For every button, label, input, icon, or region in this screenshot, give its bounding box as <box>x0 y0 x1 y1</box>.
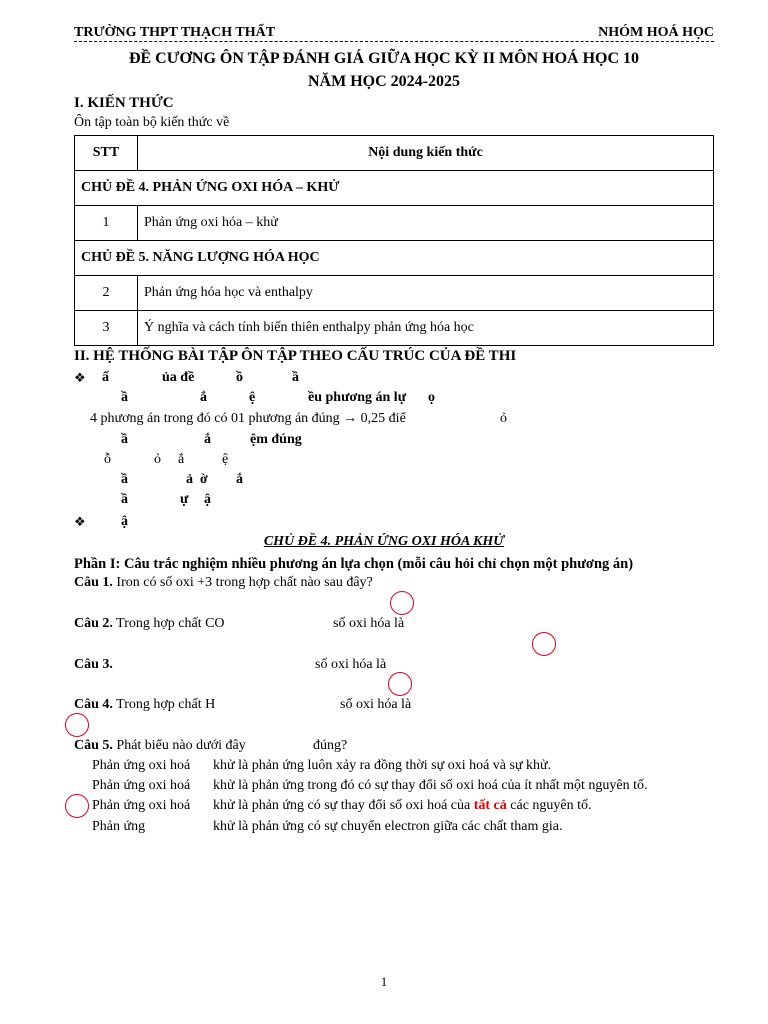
table-row <box>75 311 714 346</box>
question-3-tail: số oxi hóa là <box>315 657 387 672</box>
fragment: ắ <box>178 452 185 467</box>
section2-heading: II. HỆ THỐNG BÀI TẬP ÔN TẬP THEO CẤU TRÚC CỦA ĐỀ THI <box>74 348 517 364</box>
row3-stt: 3 <box>75 311 138 346</box>
header-divider <box>74 41 714 42</box>
fragment: ả <box>186 472 193 487</box>
red-circle-mark <box>65 794 89 818</box>
table-row <box>75 206 714 241</box>
score-line: 4 phương án trong đó có 01 phương án đúng → 0,25 điể <box>90 411 406 426</box>
fragment: ệ <box>249 390 256 405</box>
question-label: Câu 5. <box>74 738 113 753</box>
q5-option-b-left: Phản ứng oxi hoá <box>92 778 191 793</box>
col-stt: STT <box>75 136 138 171</box>
diamond-bullet-icon: ❖ <box>74 370 86 385</box>
fragment: ệm đúng <box>250 432 302 447</box>
fragment: ọ <box>428 390 435 405</box>
fragment: ồ <box>236 370 243 385</box>
page-number: 1 <box>380 974 388 989</box>
topic5-cell: CHỦ ĐỀ 5. NĂNG LƯỢNG HÓA HỌC <box>75 241 714 276</box>
fragment: ầ <box>121 432 128 447</box>
option-text: các nguyên tố. <box>510 798 592 813</box>
col-content: Nội dung kiến thức <box>138 136 714 171</box>
question-text: Iron có số oxi +3 trong hợp chất nào sau đây? <box>116 575 373 590</box>
fragment: ầ <box>121 390 128 405</box>
knowledge-table <box>74 135 714 346</box>
fragment: ệ <box>222 452 229 467</box>
q5-option-b-right: khử là phản ứng trong đó có sự thay đổi số oxi hoá của ít nhất một nguyên tố. <box>213 778 648 793</box>
highlight-text: tất cả <box>473 798 507 813</box>
q5-option-d-left: Phản ứng <box>92 819 146 834</box>
fragment: ấ <box>102 370 109 385</box>
fragment: ỏ <box>154 452 161 467</box>
fragment: ự <box>180 492 189 507</box>
topic4-cell: CHỦ ĐỀ 4. PHẢN ỨNG OXI HÓA – KHỬ <box>75 171 714 206</box>
fragment: ầ <box>292 370 299 385</box>
fragment: ậ <box>204 492 211 507</box>
question-label: Câu 1. <box>74 575 113 590</box>
question-label: Câu 2. <box>74 616 113 631</box>
red-circle-mark <box>388 672 412 696</box>
section1-intro: Ôn tập toàn bộ kiến thức về <box>74 115 230 130</box>
q5-option-a-right: khử là phản ứng luôn xảy ra đồng thời sự oxi hoá và sự khử. <box>213 758 552 773</box>
fragment: ờ <box>200 472 208 487</box>
table-topic-row <box>75 241 714 276</box>
fragment: ủa đề <box>162 370 195 385</box>
table-header-row <box>75 136 714 171</box>
red-circle-mark <box>532 632 556 656</box>
q5-option-d-right: khử là phản ứng có sự chuyển electron giữa các chất tham gia. <box>213 819 563 834</box>
section1-heading: I. KIẾN THỨC <box>74 95 174 111</box>
fragment: ắ <box>236 472 243 487</box>
q5-option-c-right <box>213 797 592 815</box>
doc-title-line2: NĂM HỌC 2024-2025 <box>308 73 460 90</box>
red-circle-mark <box>390 591 414 615</box>
doc-title-line1: ĐỀ CƯƠNG ÔN TẬP ĐÁNH GIÁ GIỮA HỌC KỲ II MÔN HOÁ HỌC 10 <box>128 50 640 67</box>
fragment: ỗ <box>104 452 111 467</box>
fragment: ắ <box>204 432 211 447</box>
question-1 <box>74 574 373 592</box>
fragment: ậ <box>121 514 128 529</box>
row1-stt: 1 <box>75 206 138 241</box>
topic4-heading: CHỦ ĐỀ 4. PHẢN ỨNG OXI HÓA KHỬ <box>263 534 505 549</box>
row2-content: Phản ứng hóa học và enthalpy <box>138 276 714 311</box>
group-name: NHÓM HOÁ HỌC <box>598 25 714 40</box>
question-text: Trong hợp chất CO <box>116 616 225 631</box>
question-label: Câu 4. <box>74 697 113 712</box>
row3-content: Ý nghĩa và cách tính biến thiên enthalpy phản ứng hóa học <box>138 311 714 346</box>
fragment: ầ <box>121 472 128 487</box>
school-name: TRƯỜNG THPT THẠCH THẤT <box>74 25 276 40</box>
fragment: ầ <box>121 492 128 507</box>
row1-content: Phản ứng oxi hóa – khử <box>138 206 714 241</box>
fragment: ều phương án lự <box>308 390 407 405</box>
row2-stt: 2 <box>75 276 138 311</box>
table-topic-row <box>75 171 714 206</box>
table-row <box>75 276 714 311</box>
question-4-tail: số oxi hóa là <box>340 697 412 712</box>
question-5-tail: đúng? <box>313 738 348 753</box>
question-3-label: Câu 3. <box>74 657 113 672</box>
question-2 <box>74 615 225 633</box>
question-5 <box>74 737 246 755</box>
q5-option-c-left: Phản ứng oxi hoá <box>92 798 191 813</box>
fragment: ắ <box>200 390 207 405</box>
question-4 <box>74 696 215 714</box>
fragment: ỏ <box>500 411 507 426</box>
option-text: khử là phản ứng có sự thay đổi số oxi hoá của <box>213 798 471 813</box>
red-circle-mark <box>65 713 89 737</box>
part1-heading: Phần I: Câu trắc nghiệm nhiều phương án lựa chọn (mỗi câu hỏi chỉ chọn một phương án) <box>74 556 634 572</box>
diamond-bullet-icon: ❖ <box>74 514 86 529</box>
question-text: Trong hợp chất H <box>116 697 216 712</box>
question-2-tail: số oxi hóa là <box>333 616 405 631</box>
q5-option-a-left: Phản ứng oxi hoá <box>92 758 191 773</box>
question-text: Phát biểu nào dưới đây <box>116 738 246 753</box>
